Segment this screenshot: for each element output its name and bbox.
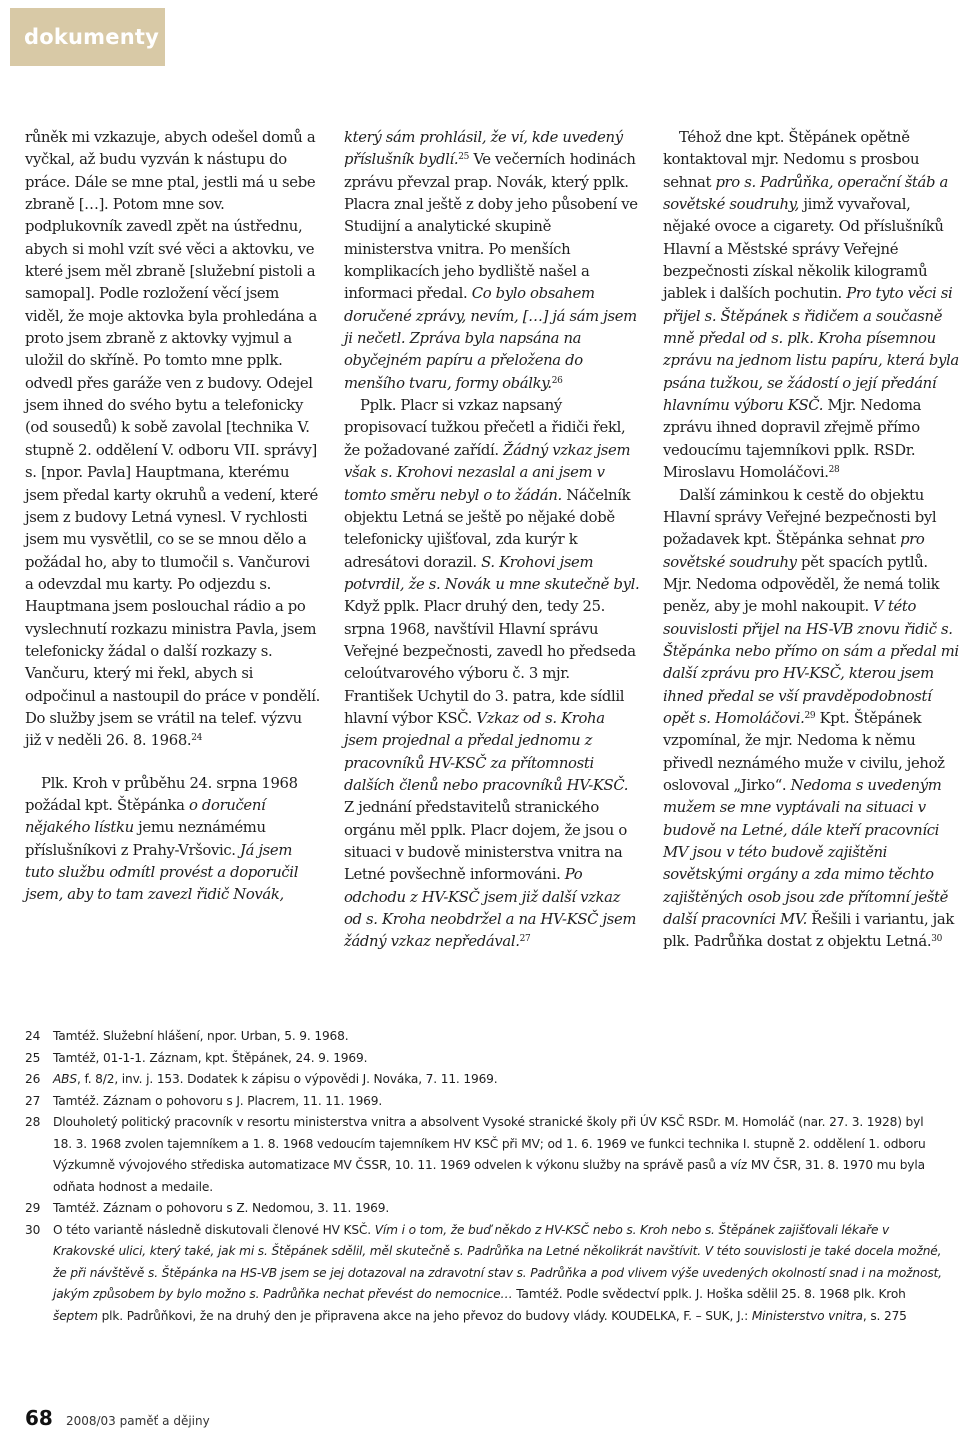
text-column-2: [344, 127, 640, 954]
paragraph: který sám prohlásil, že ví, kde uvedený příslušník bydlí.$^{25}$ Ve večerních hodinách zprávu převzal prap. Novák, který pplk. Placra znal ještě z doby jeho působení ve Studijní a analytické skupině ministerstva vnitra. Po menších komplikacích jeho bydliště našel a informaci předal. Co bylo obsahem doručené zprávy, nevím, […] já sám jsem ji nečetl. Zpráva byla napsána na obyčejném papíru a přeložena do menšího tvaru, formy obálky.$^{26}$: [344, 129, 638, 392]
footnote-ref-26[interactable]: 26: [551, 375, 563, 386]
footnote-28: 28 Dlouholetý politický pracovník v resortu ministerstva vnitra a absolvent Vysoké stranické školy při ÚV KSČ RSDr. M. Homoláč (nar. 27. 3. 1928) byl 18. 3. 1968 zvolen tajemníkem a 1. 8. 1968 vedoucím tajemníkem HV KSČ při MV; od 1. 6. 1969 ve funkci technika I. stupně 2. oddělení 1. odboru Výzkumně vývojového střediska automatizace MV ČSSR, 10. 11. 1969 odvelen k výkonu služby na správě pasů a víz MV ČSR, 31. 8. 1970 mu byla odňata hodnost a medaile.: [25, 1115, 926, 1194]
footnote-ref-24[interactable]: 24: [191, 733, 202, 744]
paragraph: Další záminkou k cestě do objektu Hlavní správy Veřejné bezpečnosti byl požadavek kpt. Štěpánka sehnat pro sovětské soudruhy pět spacích pytlů. Mjr. Nedoma odpověděl, že nemá tolik peněz, aby je mohl nakoupit. V této souvislosti přijel na HS-VB znovu řidič s. Štěpánka nebo přímo on sám a předal mi další zprávu pro HV-KSČ, kterou jsem ihned předal se vší pravděpodobností opět s. Homoláčovi.$^{29}$ Kpt. Štěpánek vzpomínal, že mjr. Nedoma k němu přivedl neznámého muže v civilu, jehož oslovoval „Jirko“. Nedoma s uvedeným mužem se mne vyptávali na situaci v budově na Letné, dále kteří pracovníci MV jsou v této budově zajištěni sovětskými orgány a zda mimo těchto zajištěných osob jsou zde přítomní ještě další pracovníci MV. Řešili i variantu, jak plk. Padrůňka dostat z objektu Letná.$^{30}$: [663, 486, 959, 951]
paragraph: Pplk. Placr si vzkaz napsaný propisovací tužkou přečetl a řidiči řekl, že požadované zařídí. Žádný vzkaz jsem však s. Krohovi nezaslal a ani jsem v tomto směru nebyl o to žádán. Náčelník objektu Letná se ještě po nějaké době telefonicky ujišťoval, zda kurýr k adresátovi dorazil. S. Krohovi jsem potvrdil, že s. Novák u mne skutečně byl. Když pplk. Placr druhý den, tedy 25. srpna 1968, navštívil Hlavní správu Veřejné bezpečnosti, zavedl ho předseda celoútvarového výboru č. 3 mjr. František Uchytil do 3. patra, kde sídlil hlavní výbor KSČ. Vzkaz od s. Kroha jsem projednal a předal jednomu z pracovníků HV-KSČ za přítomnosti dalších členů nebo pracovníků HV-KSČ. Z jednání představitelů stranického orgánu měl pplk. Placr dojem, že jsou o situaci v budově ministerstva vnitra na Letné povšechně informováni. Po odchodu z HV-KSČ jsem již další vzkaz od s. Kroha neobdržel a na HV-KSČ jsem žádný vzkaz nepředával.$^{27}$: [344, 397, 640, 951]
footnote-25: 25 Tamtéž, 01-1-1. Záznam, kpt. Štěpánek, 24. 9. 1969.: [25, 1050, 368, 1065]
text-column-3: [663, 127, 959, 954]
magazine-issue: 2008/03 paměť a dějiny: [65, 1414, 210, 1428]
footnote-26: 26 ABS, f. 8/2, inv. j. 153. Dodatek k zápisu o výpovědi J. Nováka, 7. 11. 1969.: [25, 1072, 498, 1086]
paragraph: Plk. Kroh v průběhu 24. srpna 1968 požádal kpt. Štěpánka o doručení nějakého lístku jemu neznámému příslušníkovi z Prahy-Vršovic. Já jsem tuto službu odmítl provést a doporučil jsem, aby to tam zavezl řidič Novák,: [25, 774, 299, 904]
footnote-30: 30 O této variantě následně diskutovali členové HV KSČ. Vím i o tom, že buď někdo z HV-KSČ nebo s. Kroh nebo s. Štěpánek zajišťovali lékaře v Krakovské ulici, který také, jak mi s. Štěpánek sdělil, měl skutečně s. Padrůňka na Letné několikrát navštívit. V této souvislosti je také docela možné, že při návštěvě s. Štěpánka na HS-VB jsem se jej dotazoval na zdravotní stav s. Padrůňka a pod vlivem výše uvedených okolností snad i na možnost, jakým způsobem by bylo možno s. Padrůňka nechat převést do nemocnice… Tamtéž. Podle svědectví pplk. J. Hoška sdělil 25. 8. 1968 plk. Kroh šeptem plk. Padrůňkovi, že na druhý den je připravena akce na jeho převoz do budovy vlády. KOUDELKA, F. – SUK, J.: Ministerstvo vnitra, s. 275: [25, 1222, 942, 1323]
footnotes: [25, 1026, 945, 1327]
footnote-ref-30[interactable]: 30: [931, 934, 942, 945]
page-number: 68: [25, 1406, 53, 1430]
page-footer: [25, 1406, 210, 1430]
footnote-ref-28[interactable]: 28: [828, 465, 840, 476]
footnote-27: 27 Tamtéž. Záznam o pohovoru s J. Placrem, 11. 11. 1969.: [25, 1093, 383, 1108]
footnote-24: 24 Tamtéž. Služební hlášení, npor. Urban, 5. 9. 1968.: [25, 1029, 349, 1043]
section-tab: dokumenty: [10, 8, 165, 66]
footnote-ref-27[interactable]: 27: [519, 934, 531, 945]
footnote-29: 29 Tamtéž. Záznam o pohovoru s Z. Nedomou, 3. 11. 1969.: [25, 1201, 390, 1215]
paragraph: Téhož dne kpt. Štěpánek opětně kontaktoval mjr. Nedomu s prosbou sehnat pro s. Padrůňka, operační štáb a sovětské soudruhy, jimž vyvařoval, nějaké ovoce a cigarety. Od příslušníků Hlavní a Městské správy Veřejné bezpečnosti získal několik kilogramů jablek i dalších pochutin. Pro tyto věci si přijel s. Štěpánek s řidičem a současně mně předal od s. plk. Kroha písemnou zprávu na jednom listu papíru, která byla psána tužkou, se žádostí o její předání hlavnímu výboru KSČ. Mjr. Nedoma zprávu ihned dopravil zřejmě přímo vedoucímu tajemníkovi pplk. RSDr. Miroslavu Homoláčovi.$^{28}$: [663, 129, 959, 482]
footnote-ref-29[interactable]: 29: [804, 710, 816, 721]
text-column-1: [25, 127, 321, 907]
paragraph: růněk mi vzkazuje, abych odešel domů a vyčkal, až budu vyzván k nástupu do práce. Dále se mne ptal, jestli má u sebe zbraně […]. Potom mne sov. podplukovník zavedl zpět na ústřednu, abych si mohl vzít své věci a aktovku, ve které jsem měl zbraně [služební pistoli a samopal]. Podle rozložení věcí jsem viděl, že moje aktovka byla prohledána a proto jsem zbraně z aktovky vyjmul a uložil do skříně. Po tomto mne pplk. odvedl přes garáže ven z budovy. Odejel jsem ihned do svého bytu a telefonicky (od sousedů) k sobě zavolal [technika V. stupně 2. oddělení V. odboru VII. správy] s. [npor. Pavla] Hauptmana, kterému jsem předal karty okruhů a vedení, které jsem z budovy Letná vynesl. V rychlosti jsem mu vysvětlil, co se se mnou dělo a požádal ho, aby to tlumočil s. Vančurovi a odevzdal mu karty. Po odjezdu s. Hauptmana jsem poslouchal rádio a po vyslechnutí rozkazu ministra Pavla, jsem telefonicky žádal o další rozkazy s. Vančuru, který mi řekl, abych si odpočinul a nastoupil do práce v pondělí. Do služby jsem se vrátil na telef. výzvu již v neděli 26. 8. 1968.24: [25, 129, 320, 750]
footnote-ref-25[interactable]: 25: [458, 152, 469, 163]
